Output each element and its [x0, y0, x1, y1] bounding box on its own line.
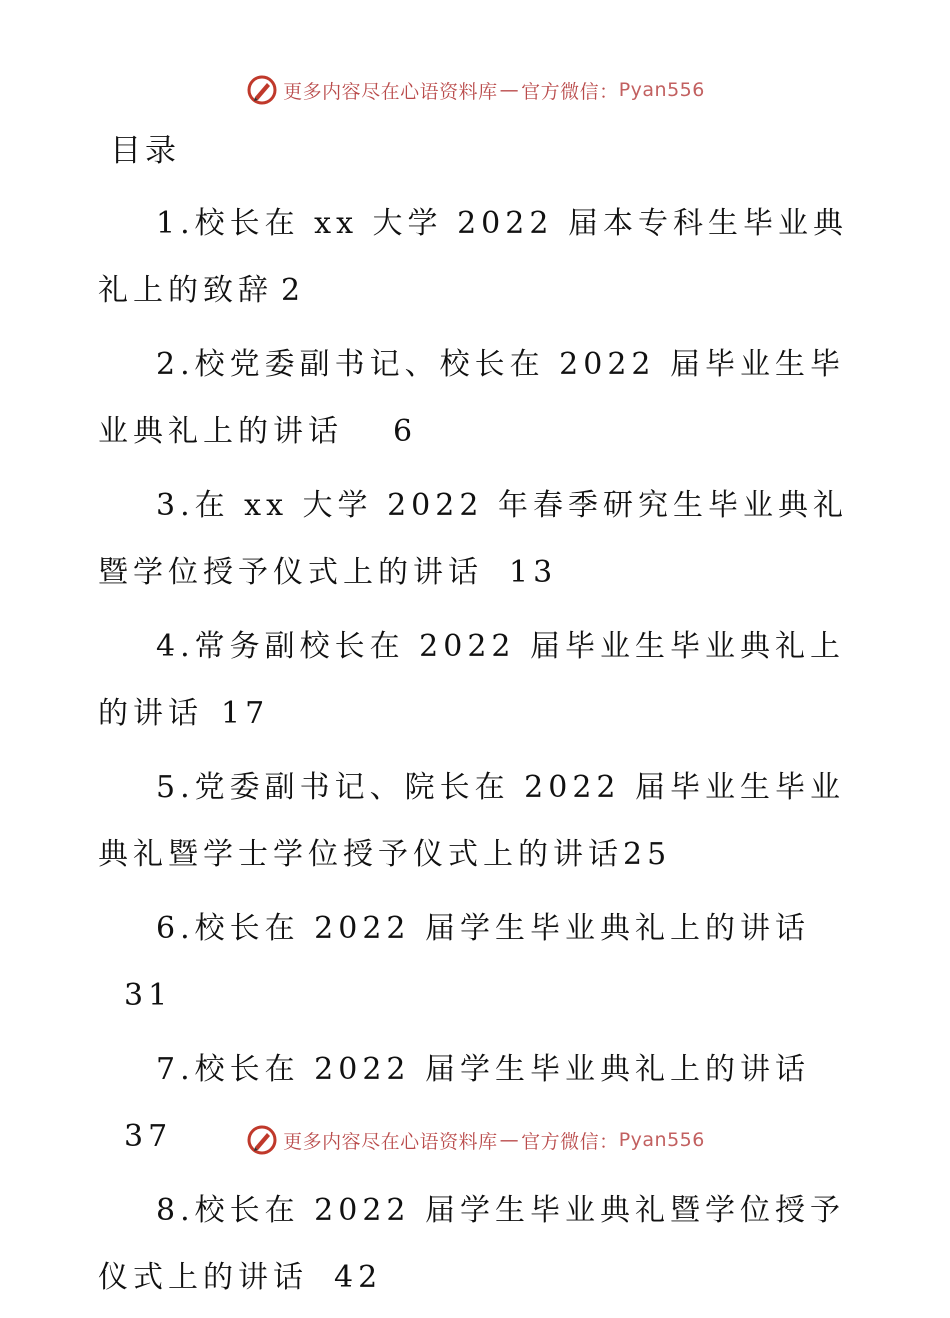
toc-item[interactable] [98, 613, 858, 747]
pen-logo-icon [245, 1123, 279, 1157]
toc-item-number: 6. [156, 911, 195, 946]
toc-item-page: 25 [623, 837, 672, 872]
toc-item-page: 31 [124, 978, 173, 1013]
footer-watermark [0, 1120, 950, 1160]
watermark-wechat-id: Pyan556 [618, 1129, 705, 1151]
toc-item-text: 校长在 2022 届学生毕业典礼上的讲话 [194, 911, 811, 946]
toc-item-number: 3. [156, 488, 195, 523]
toc-title: 目录 [110, 133, 180, 169]
watermark-site: 更多内容尽在心语资料库 [283, 80, 498, 103]
toc-item-page: 2 [281, 273, 306, 308]
toc-item-page: 37 [124, 1119, 173, 1154]
watermark-separator: — [499, 1129, 520, 1151]
toc-item-page: 13 [509, 555, 558, 590]
toc-item-text: 校长在 xx 大学 2022 届本专科生毕业典礼上的致辞 [98, 206, 848, 308]
toc-item-text: 校长在 2022 届学生毕业典礼上的讲话 [194, 1052, 811, 1087]
toc-item-number: 4. [156, 629, 195, 664]
toc-item-number: 5. [156, 770, 195, 805]
watermark-wechat-id: Pyan556 [618, 79, 705, 101]
pen-logo-icon [245, 73, 279, 107]
toc-item[interactable] [98, 754, 858, 888]
watermark-wechat-label: 官方微信： [521, 80, 619, 103]
toc-item[interactable] [98, 331, 858, 465]
toc-item[interactable] [98, 190, 858, 324]
toc-item-text: 党委副书记、院长在 2022 届毕业生毕业典礼暨学士学位授予仪式上的讲话 [98, 770, 846, 872]
toc-item-number: 2. [156, 347, 195, 382]
toc-item-number: 7. [156, 1052, 195, 1087]
toc-item-text: 在 xx 大学 2022 年春季研究生毕业典礼暨学位授予仪式上的讲话 [98, 488, 848, 590]
toc-item-number: 8. [156, 1193, 195, 1228]
toc-item-page: 42 [334, 1260, 383, 1295]
header-watermark [0, 70, 950, 110]
toc-item-text: 校长在 2022 届学生毕业典礼暨学位授予仪式上的讲话 [98, 1193, 846, 1295]
toc-item[interactable] [98, 895, 858, 1029]
toc-item-page: 17 [221, 696, 270, 731]
toc-item[interactable] [98, 472, 858, 606]
toc-item[interactable] [98, 1177, 858, 1311]
toc-item-text: 常务副校长在 2022 届毕业生毕业典礼上的讲话 [98, 629, 846, 731]
toc-item-page: 6 [393, 414, 418, 449]
watermark-site: 更多内容尽在心语资料库 [283, 1130, 498, 1153]
watermark-separator: — [499, 79, 520, 101]
watermark-wechat-label: 官方微信： [521, 1130, 619, 1153]
toc-item-text: 校党委副书记、校长在 2022 届毕业生毕业典礼上的讲话 [98, 347, 846, 449]
toc-item-number: 1. [156, 206, 195, 241]
